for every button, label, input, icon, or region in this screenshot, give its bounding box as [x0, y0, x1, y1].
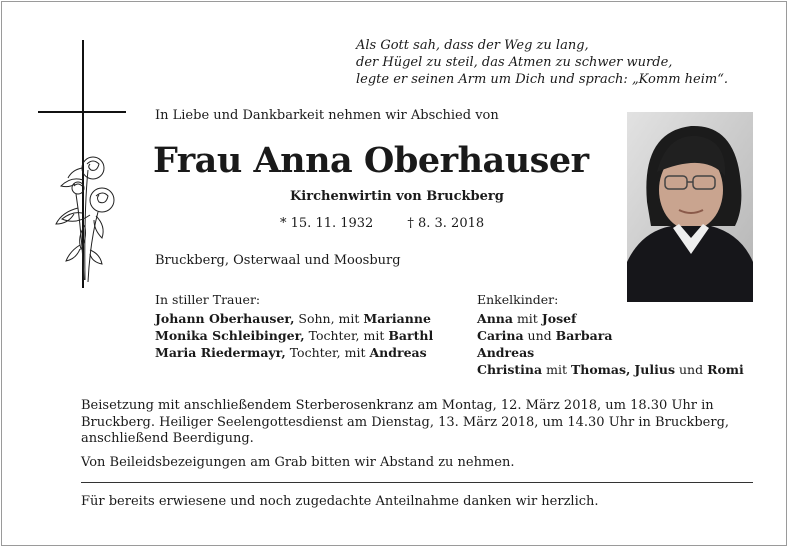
- cross-with-roses-icon: [38, 40, 130, 290]
- grandchild-row: Christina mit Thomas, Julius und Romi: [477, 362, 744, 377]
- deceased-name: Frau Anna Oberhauser: [153, 140, 589, 181]
- mourners-heading: In stiller Trauer:: [155, 292, 261, 307]
- intro-text: In Liebe und Dankbarkeit nehmen wir Abschied von: [155, 108, 499, 123]
- poem-line: legte er seinen Arm um Dich und sprach: „Komm heim“.: [356, 72, 728, 87]
- funeral-details: Beisetzung mit anschließendem Sterberosenkranz am Montag, 12. März 2018, um 18.30 Uhr in Bruckberg. Heiliger Seelengottesdienst am Dienstag, 13. März 2018, um 14.30 Uhr in Bruckberg, anschließend Beerdigung.: [81, 398, 730, 446]
- portrait-photo: [627, 112, 753, 302]
- mourner-row: Johann Oberhauser, Sohn, mit Marianne: [155, 311, 431, 326]
- grandchild-row: Andreas: [477, 345, 535, 360]
- places: Bruckberg, Osterwaal und Moosburg: [155, 253, 401, 268]
- poem-line: der Hügel zu steil, das Atmen zu schwer wurde,: [356, 55, 673, 70]
- mourner-row: Maria Riedermayr, Tochter, mit Andreas: [155, 345, 427, 360]
- death-date: † 8. 3. 2018: [407, 216, 485, 231]
- grandchildren-heading: Enkelkinder:: [477, 292, 559, 307]
- birth-date: * 15. 11. 1932: [280, 216, 374, 231]
- grandchildren-list: [477, 291, 744, 378]
- life-dates: [280, 216, 484, 231]
- poem-line: Als Gott sah, dass der Weg zu lang,: [356, 38, 589, 53]
- divider: [81, 482, 753, 483]
- thanks-text: Für bereits erwiesene und noch zugedachte Anteilnahme danken wir herzlich.: [81, 494, 599, 509]
- deceased-role: Kirchenwirtin von Bruckberg: [290, 189, 504, 204]
- grandchild-row: Anna mit Josef: [477, 311, 577, 326]
- condolence-note: Von Beileidsbezeigungen am Grab bitten wir Abstand zu nehmen.: [81, 455, 515, 470]
- mourners-list: [155, 291, 433, 361]
- mourner-row: Monika Schleibinger, Tochter, mit Barthl: [155, 328, 434, 343]
- poem: [356, 37, 728, 88]
- grandchild-row: Carina und Barbara: [477, 328, 613, 343]
